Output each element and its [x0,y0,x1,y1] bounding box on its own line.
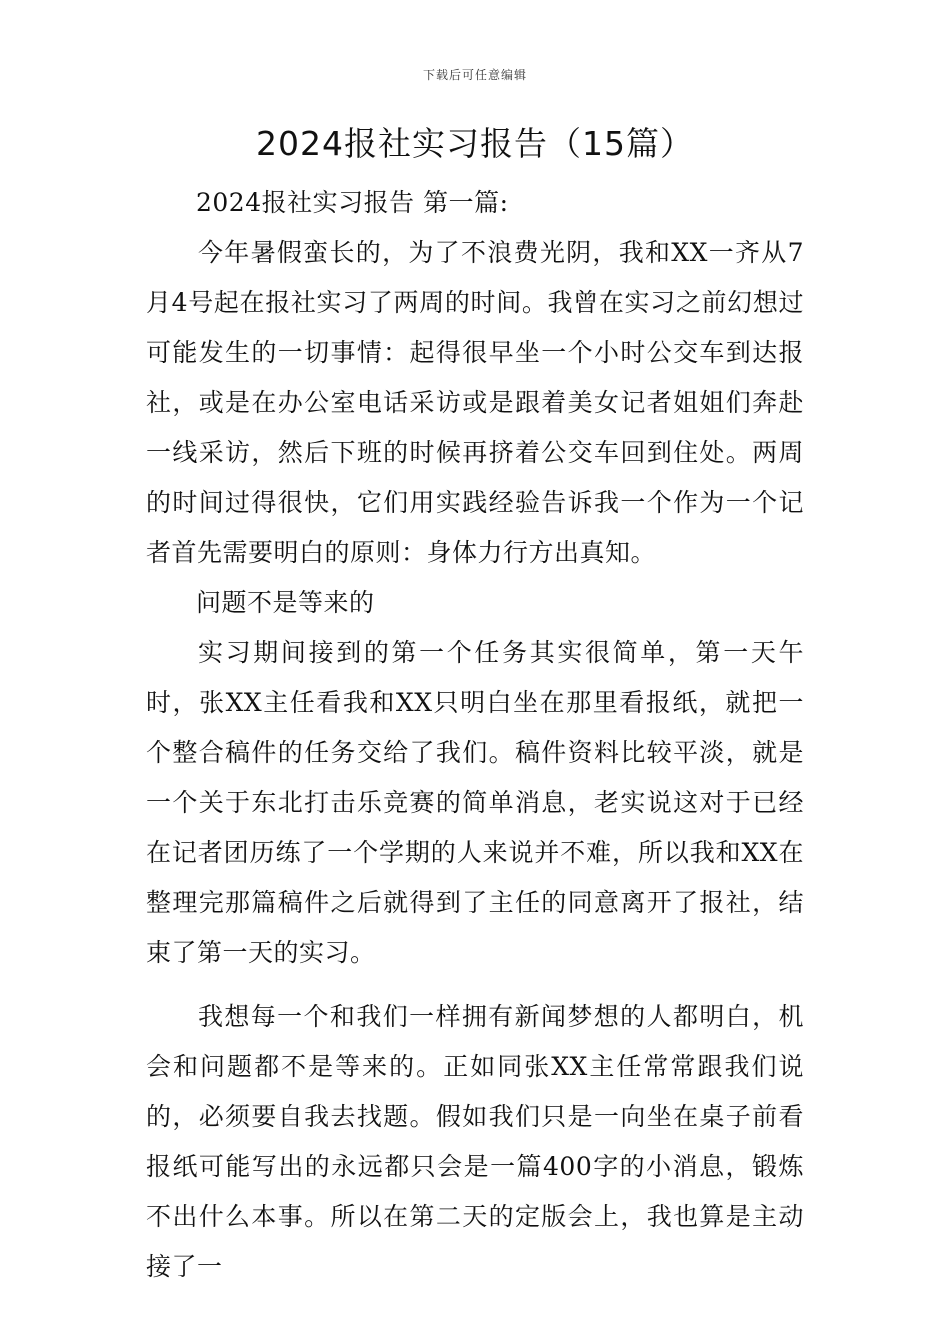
header-note: 下载后可任意编辑 [422,68,527,82]
body-paragraph: 今年暑假蛮长的，为了不浪费光阴，我和XX一齐从7月4号起在报社实习了两周的时间。我曾在实习之前幻想过可能发生的一切事情：起得很早坐一个小时公交车到达报社，或是在办公室电话采访或是跟着美女记者姐姐们奔赴一线采访，然后下班的时候再挤着公交车回到住处。两周的时间过得很快，它们用实践经验告诉我一个作为一个记者首先需要明白的原则：身体力行方出真知。 [146,238,804,567]
document-title: 2024报社实习报告（15篇） [256,124,694,163]
body-paragraph: 我想每一个和我们一样拥有新闻梦想的人都明白，机会和问题都不是等来的。正如同张XX主任常常跟我们说的，必须要自我去找题。假如我们只是一向坐在桌子前看报纸可能写出的永远都只会是一篇400字的小消息，锻炼不出什么本事。所以在第二天的定版会上，我也算是主动接了一 [146,1002,804,1281]
section-heading: 问题不是等来的 [196,588,375,617]
body-paragraph: 实习期间接到的第一个任务其实很简单，第一天午时，张XX主任看我和XX只明白坐在那里看报纸，就把一个整合稿件的任务交给了我们。稿件资料比较平淡，就是一个关于东北打击乐竞赛的简单消息，老实说这对于已经在记者团历练了一个学期的人来说并不难，所以我和XX在整理完那篇稿件之后就得到了主任的同意离开了报社，结束了第一天的实习。 [146,638,804,967]
section-heading: 2024报社实习报告 第一篇: [196,188,509,217]
document-body [146,178,804,1292]
